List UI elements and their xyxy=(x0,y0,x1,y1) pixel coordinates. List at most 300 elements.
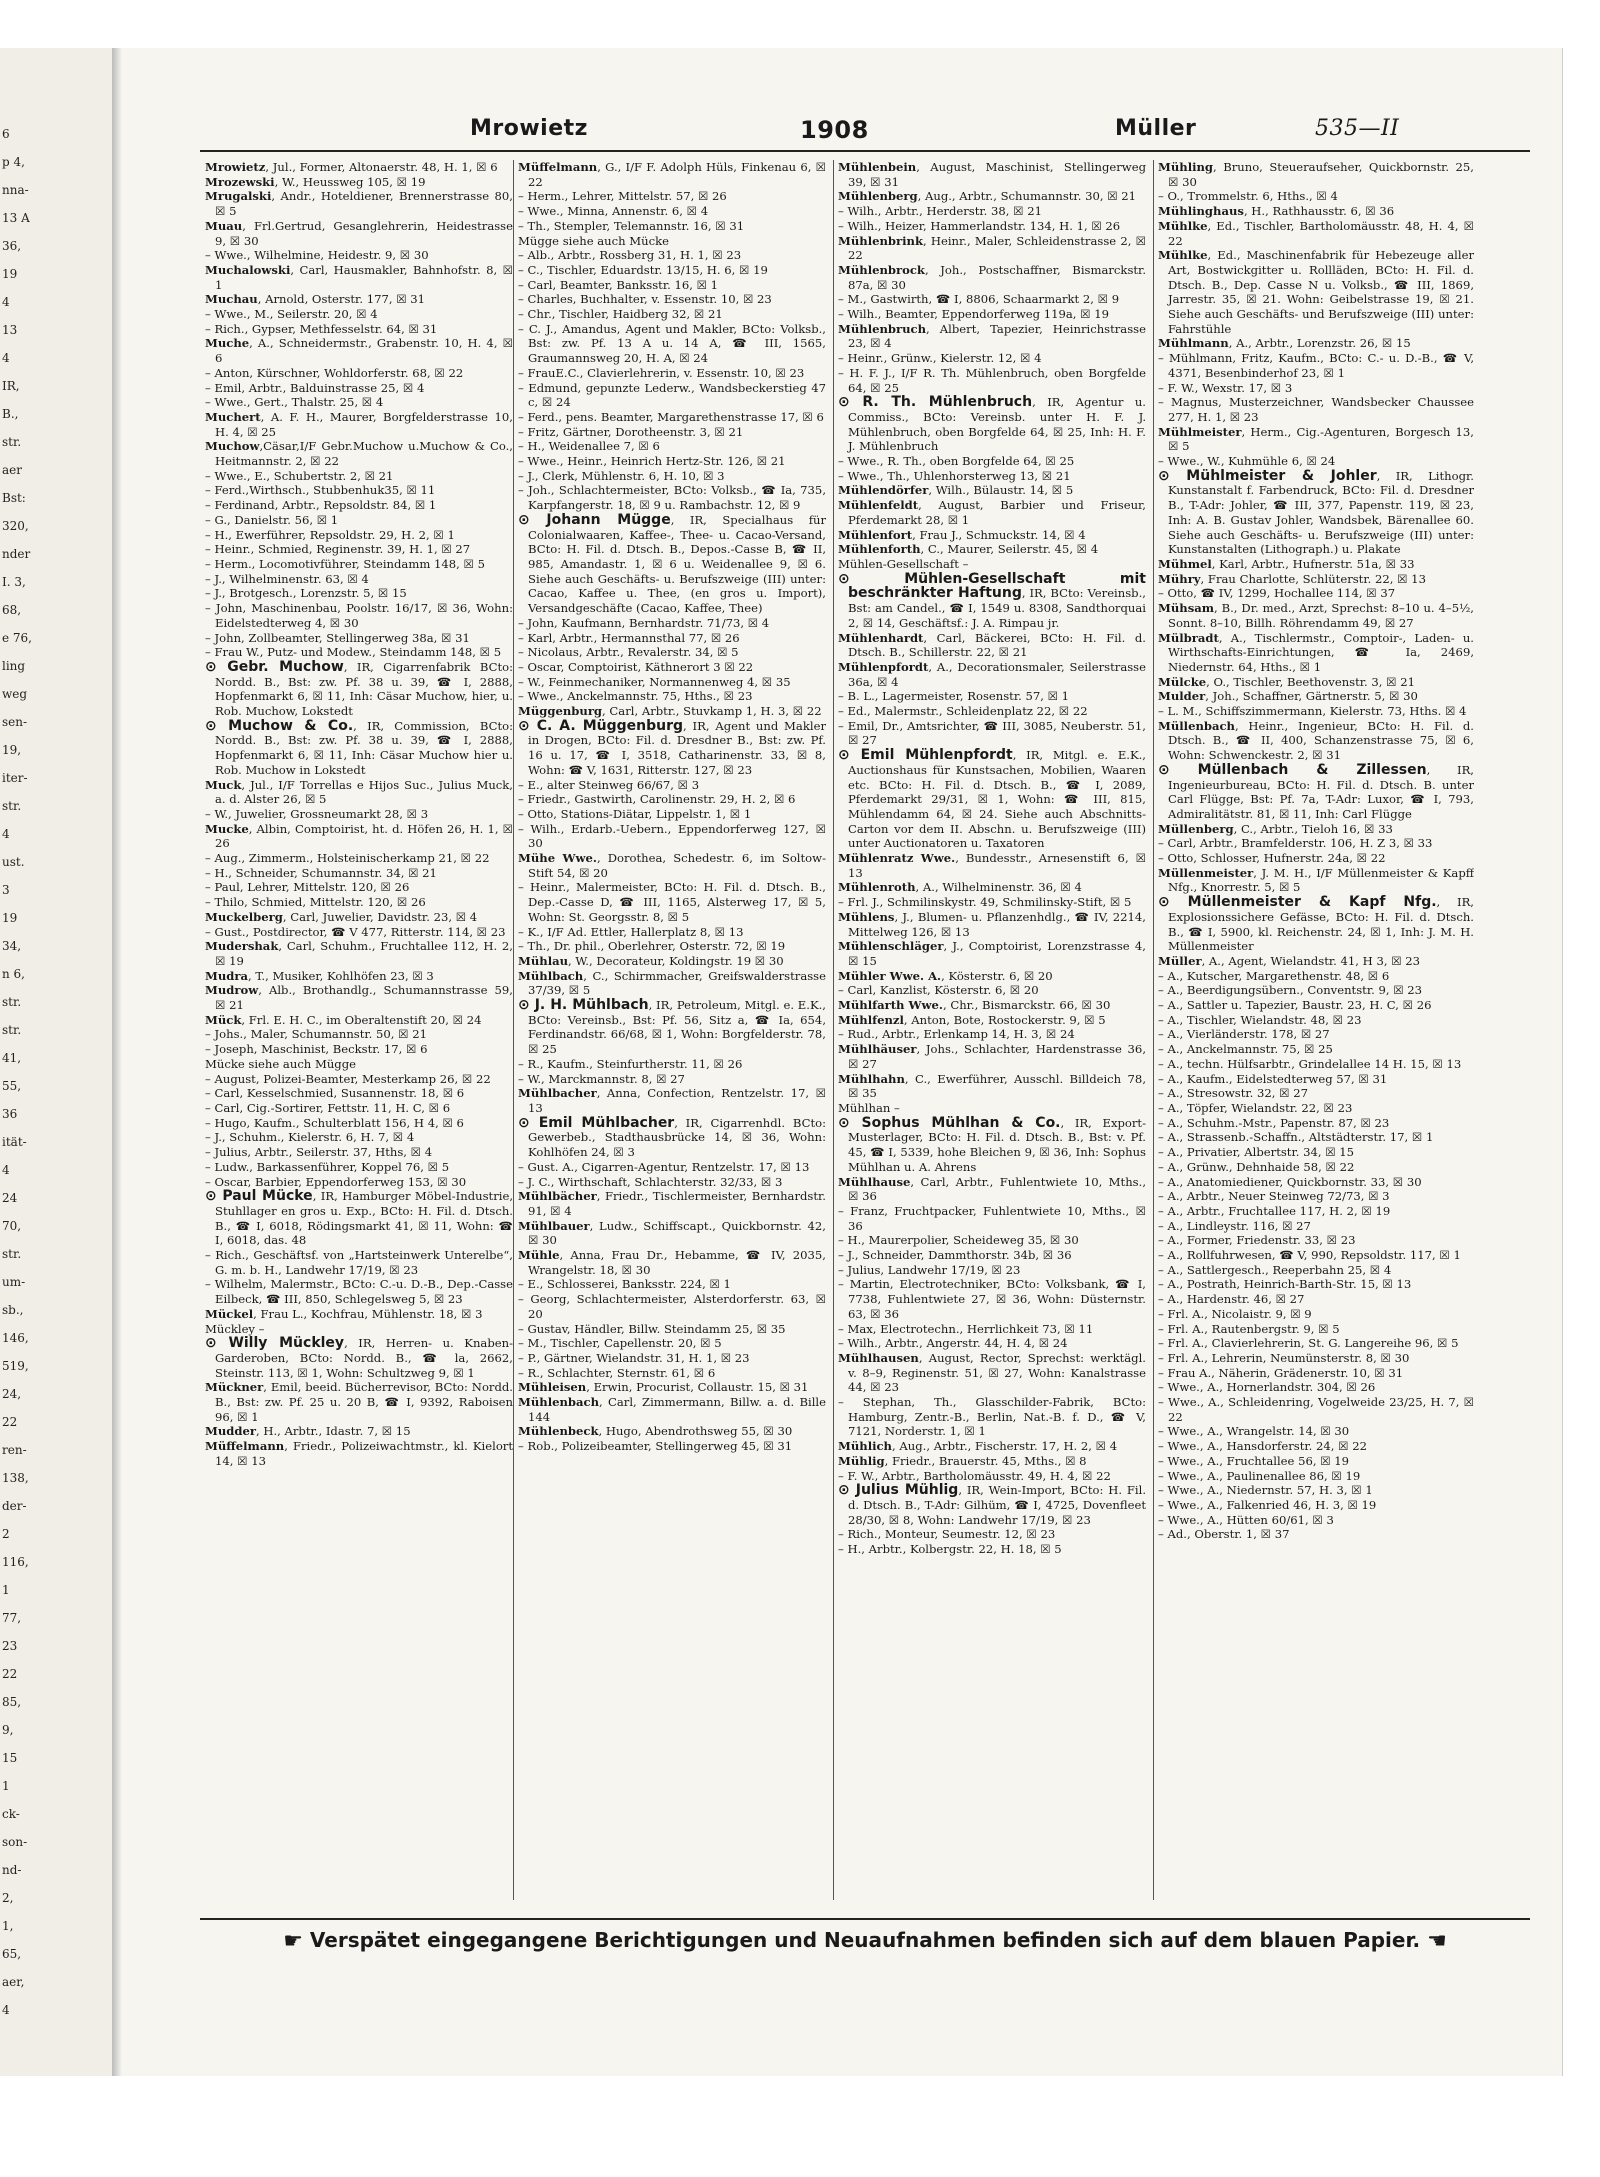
margin-fragment: iter- xyxy=(2,771,28,785)
directory-entry: ⊙ Paul Mücke, IR, Hamburger Möbel-Industrie, Stuhllager en gros u. Exp., BCto: H. Fil. d. Dtsch. B., ☎ I, 6018, Rödingsmarkt 41, ☒ 11, Wohn: ☎ I, 6018, das. 48 xyxy=(205,1188,513,1248)
margin-fragment: 23 xyxy=(2,1639,18,1653)
directory-entry: – Wwe., M., Seilerstr. 20, ☒ 4 xyxy=(205,307,378,322)
directory-entry: – A., Rollfuhrwesen, ☎ V, 990, Repsoldstr. 117, ☒ 1 xyxy=(1158,1248,1461,1263)
margin-fragment: 4 xyxy=(2,295,10,309)
directory-entry: Muchow,Cäsar,I/F Gebr.Muchow u.Muchow & Co., Heitmannstr. 2, ☒ 22 xyxy=(205,439,513,469)
directory-entry: – A., Arbtr., Fruchtallee 117, H. 2, ☒ 19 xyxy=(1158,1203,1391,1218)
book-gutter xyxy=(112,48,122,2076)
directory-entry: – Wwe., A., Fruchtallee 56, ☒ 19 xyxy=(1158,1453,1350,1468)
page-number: 535—II xyxy=(1315,116,1400,141)
directory-entry: Mühlhahn, C., Ewerführer, Ausschl. Billdeich 78, ☒ 35 xyxy=(838,1071,1146,1101)
directory-entry: – A., Former, Friedenstr. 33, ☒ 23 xyxy=(1158,1233,1356,1248)
directory-entry: ⊙ Mühlen-Gesellschaft mit beschränkter Haftung, IR, BCto: Vereinsb., Bst: am Candel., ☎ I, 1549 u. 8308, Sandthorquai 2, ☒ 14, Geschäftsf.: J. A. Rimpau jr. xyxy=(838,570,1146,630)
directory-entry: Mühlke, Ed., Maschinenfabrik für Hebezeuge aller Art, Bostwickgitter u. Rollläden, BCto: H. Fil. d. Dtsch. B., Dep. Casse N u. Volksb., ☎ III, 1869, Jarrestr. 35, ☒ 21. Wohn: Geibelstrasse 19, ☒ 21. Siehe auch Geschäfts- und Berufszweige (III) unter: Fahrstühle xyxy=(1158,248,1474,336)
directory-column-2 xyxy=(518,160,826,1930)
directory-entry: – Carl, Beamter, Banksstr. 16, ☒ 1 xyxy=(518,277,719,292)
directory-entry: Mühlenpfordt, A., Decorationsmaler, Seilerstrasse 36a, ☒ 4 xyxy=(838,659,1146,689)
directory-entry: – Georg, Schlachtermeister, Alsterdorferstr. 63, ☒ 20 xyxy=(518,1292,826,1321)
directory-entry: – Carl, Cig.-Sortirer, Fettstr. 11, H. C, ☒ 6 xyxy=(205,1101,451,1115)
directory-entry: Muche, A., Schneidermstr., Grabenstr. 10, H. 4, ☒ 6 xyxy=(205,336,513,366)
directory-entry: ⊙ Gebr. Muchow, IR, Cigarrenfabrik BCto: Nordd. B., Bst: zw. Pf. 38 u. 39, ☎ I, 2888, Hopfenmarkt 6, ☒ 11, Inh: Cäsar Muchow, hier, u. Rob. Muchow, Lokstedt xyxy=(205,658,513,719)
directory-entry: – L. M., Schiffszimmermann, Kielerstr. 73, Hths. ☒ 4 xyxy=(1158,704,1467,719)
directory-entry: – Joseph, Maschinist, Beckstr. 17, ☒ 6 xyxy=(205,1042,428,1057)
directory-entry: Mühlhäuser, Johs., Schlachter, Hardenstrasse 36, ☒ 27 xyxy=(838,1042,1146,1071)
footer-rule xyxy=(200,1918,1530,1920)
directory-entry: ⊙ Mühlmeister & Johler, IR, Lithogr. Kunstanstalt f. Farbendruck, BCto: Fil. d. Dresdner B., T-Adr: Johler, ☎ III, 377, Papenstr. 119, ☒ 23, Inh: A. B. Gustav Johler, Wandsbek, Bärenallee 60. Siehe auch Geschäfts- u. Berufszweige (III) unter: Kunstanstalten (Lithograph.) u. Plakate xyxy=(1158,467,1474,557)
directory-entry: Mühlenbrink, Heinr., Maler, Schleidenstrasse 2, ☒ 22 xyxy=(838,233,1146,263)
directory-entry: – John, Maschinenbau, Poolstr. 16/17, ☒ 36, Wohn: Eidelstedterweg 4, ☒ 30 xyxy=(205,601,513,630)
directory-entry: – Wwe., Gert., Thalstr. 25, ☒ 4 xyxy=(205,395,384,410)
directory-entry: Mudder, H., Arbtr., Idastr. 7, ☒ 15 xyxy=(205,1424,411,1439)
directory-entry: – John, Zollbeamter, Stellingerweg 38a, ☒ 31 xyxy=(205,630,470,645)
directory-entry: – FrauE.C., Clavierlehrerin, v. Essenstr. 10, ☒ 23 xyxy=(518,365,805,380)
directory-entry: – Ludw., Barkassenführer, Koppel 76, ☒ 5 xyxy=(205,1159,450,1174)
directory-entry: – Wilh., Heizer, Hammerlandstr. 134, H. 1, ☒ 26 xyxy=(838,218,1121,233)
directory-entry: – Carl, Arbtr., Bramfelderstr. 106, H. Z 3, ☒ 33 xyxy=(1158,836,1433,851)
directory-entry: Mühlke, Ed., Tischler, Bartholomäusstr. 48, H. 4, ☒ 22 xyxy=(1158,218,1474,248)
directory-entry: Muchalowski, Carl, Hausmakler, Bahnhofstr. 8, ☒ 1 xyxy=(205,262,513,292)
directory-entry: Mühlenschläger, J., Comptoirist, Lorenzstrasse 4, ☒ 15 xyxy=(838,939,1146,968)
header-year: 1908 xyxy=(800,116,869,144)
directory-entry: – Wwe., A., Hornerlandstr. 304, ☒ 26 xyxy=(1158,1380,1376,1395)
margin-fragment: 70, xyxy=(2,1219,22,1233)
directory-entry: – H., Arbtr., Kolbergstr. 22, H. 18, ☒ 5 xyxy=(838,1542,1062,1557)
directory-entry: Mühlenfeldt, August, Barbier und Friseur, Pferdemarkt 28, ☒ 1 xyxy=(838,498,1146,527)
directory-entry: ⊙ C. A. Müggenburg, IR, Agent und Makler in Drogen, BCto: Fil. d. Dresdner B., Bst: zw. Pf. 16 u. 17, ☎ I, 3518, Catharinenstr. 33, ☒ 8, Wohn: ☎ V, 1631, Ritterstr. 127, ☒ 23 xyxy=(518,717,826,777)
directory-entry: ⊙ Muchow & Co., IR, Commission, BCto: Nordd. B., Bst: zw. Pf. 38 u. 39, ☎ I, 2888, Hopfenmarkt 6, ☒ 11, Inh: Cäsar Muchow hier u. Rob. Muchow in Lokstedt xyxy=(205,717,513,777)
margin-fragment: son- xyxy=(2,1835,28,1849)
margin-fragment: ust. xyxy=(2,855,25,869)
directory-entry: – Paul, Lehrer, Mittelstr. 120, ☒ 26 xyxy=(205,880,410,895)
directory-entry: – Heinr., Malermeister, BCto: H. Fil. d. Dtsch. B., Dep.-Casse D, ☎ III, 1165, Alsterweg 17, ☒ 5, Wohn: St. Georgsstr. 8, ☒ 5 xyxy=(518,880,826,924)
pointing-hand-right-icon: ☛ xyxy=(283,1929,303,1954)
margin-fragment: p 4, xyxy=(2,155,25,169)
directory-entry: – A., Hardenstr. 46, ☒ 27 xyxy=(1158,1292,1305,1307)
directory-entry: Mühlenbein, August, Maschinist, Stellingerweg 39, ☒ 31 xyxy=(838,160,1146,189)
header-last-entry: Müller xyxy=(1115,116,1197,141)
directory-entry: – Franz, Fruchtpacker, Fuhlentwiete 10, Mths., ☒ 36 xyxy=(838,1203,1146,1233)
margin-fragment: str. xyxy=(2,435,22,449)
directory-entry: Mühlenroth, A., Wilhelminenstr. 36, ☒ 4 xyxy=(838,880,1082,895)
margin-fragment: e 76, xyxy=(2,631,32,645)
directory-entry: Mühmel, Karl, Arbtr., Hufnerstr. 51a, ☒ 33 xyxy=(1158,556,1415,571)
directory-entry: – A., Sattler u. Tapezier, Baustr. 23, H. C, ☒ 26 xyxy=(1158,998,1432,1013)
directory-entry: – Wwe., Anckelmannstr. 75, Hths., ☒ 23 xyxy=(518,689,753,704)
directory-entry: ⊙ J. H. Mühlbach, IR, Petroleum, Mitgl. e. E.K., BCto: Vereinsb., Bst: Pf. 56, Sitz a, ☎ Ia, 654, Ferdinandstr. 66/68, ☒ 1, Wohn: Borgfelderstr. 78, ☒ 25 xyxy=(518,997,826,1057)
directory-entry: – F. W., Wexstr. 17, ☒ 3 xyxy=(1158,380,1293,395)
directory-entry: Mudra, T., Musiker, Kohlhöfen 23, ☒ 3 xyxy=(205,968,434,983)
directory-entry: – H., Weidenallee 7, ☒ 6 xyxy=(518,439,660,454)
directory-entry: – Stephan, Th., Glasschilder-Fabrik, BCto: Hamburg, Zentr.-B., Berlin, Nat.-B. f. D., ☎ V, 7121, Norderstr. 1, ☒ 1 xyxy=(838,1395,1146,1439)
directory-entry: – H., Schneider, Schumannstr. 34, ☒ 21 xyxy=(205,865,437,880)
directory-entry: Mülcke, O., Tischler, Beethovenstr. 3, ☒ 21 xyxy=(1158,674,1416,689)
directory-entry: – W., Feinmechaniker, Normannenweg 4, ☒ 35 xyxy=(518,674,791,689)
directory-entry: Mühlmann, A., Arbtr., Lorenzstr. 26, ☒ 15 xyxy=(1158,336,1411,351)
margin-fragment: ck- xyxy=(2,1807,20,1821)
margin-fragment: 320, xyxy=(2,519,29,533)
directory-entry: – W., Marckmannstr. 8, ☒ 27 xyxy=(518,1071,685,1086)
directory-entry: – Gust. A., Cigarren-Agentur, Rentzelstr. 17, ☒ 13 xyxy=(518,1159,810,1174)
margin-fragment: 19, xyxy=(2,743,22,757)
directory-entry: – Max, Electrotechn., Herrlichkeit 73, ☒ 11 xyxy=(838,1321,1094,1336)
directory-entry: Mulder, Joh., Schaffner, Gärtnerstr. 5, ☒ 30 xyxy=(1158,689,1418,704)
directory-entry: – C. J., Amandus, Agent und Makler, BCto: Volksb., Bst: zw. Pf. 13 A u. 14 A, ☎ III, 1565, Graumannsweg 20, H. A, ☒ 24 xyxy=(518,321,826,366)
directory-entry: – Friedr., Gastwirth, Carolinenstr. 29, H. 2, ☒ 6 xyxy=(518,792,796,807)
directory-entry: – Rud., Arbtr., Erlenkamp 14, H. 3, ☒ 24 xyxy=(838,1027,1075,1042)
directory-entry: ⊙ Müllenbach & Zillessen, IR, Ingenieurbureau, BCto: H. Fil. d. Dtsch. B. unter Carl Flügge, Bst: Pf. 7a, T-Adr: Luxor, ☎ I, 793, Admiralitätstr. 81, ☒ 11, Inh: Carl Flügge xyxy=(1158,761,1474,821)
directory-entry: – Wwe., A., Paulinenallee 86, ☒ 19 xyxy=(1158,1468,1361,1483)
directory-entry: – A., Privatier, Albertstr. 34, ☒ 15 xyxy=(1158,1145,1355,1160)
directory-entry: Mühlbach, C., Schirmmacher, Greifswalderstrasse 37/39, ☒ 5 xyxy=(518,968,826,998)
directory-entry: – Ad., Oberstr. 1, ☒ 37 xyxy=(1158,1527,1290,1542)
directory-entry: – Mühlmann, Fritz, Kaufm., BCto: C.- u. D.-B., ☎ V, 4371, Besenbinderhof 23, ☒ 1 xyxy=(1158,351,1474,380)
directory-entry: – Hugo, Kaufm., Schulterblatt 156, H 4, ☒ 6 xyxy=(205,1115,464,1130)
directory-entry: – Wwe., A., Wrangelstr. 14, ☒ 30 xyxy=(1158,1424,1350,1439)
margin-fragment: nna- xyxy=(2,183,29,197)
directory-entry: Müllenberg, C., Arbtr., Tieloh 16, ☒ 33 xyxy=(1158,821,1393,836)
directory-entry: – J., Brotgesch., Lorenzstr. 5, ☒ 15 xyxy=(205,586,407,601)
directory-entry: – Wwe., Minna, Annenstr. 6, ☒ 4 xyxy=(518,204,709,219)
column-divider xyxy=(513,160,514,1900)
directory-entry: Mühlenforth, C., Maurer, Seilerstr. 45, ☒ 4 xyxy=(838,542,1099,557)
directory-entry: – J., Clerk, Mühlenstr. 6, H. 10, ☒ 3 xyxy=(518,468,725,483)
directory-entry: – A., Grünw., Dehnhaide 58, ☒ 22 xyxy=(1158,1159,1355,1174)
directory-entry: Mühlenbruch, Albert, Tapezier, Heinrichstrasse 23, ☒ 4 xyxy=(838,321,1146,351)
directory-entry: – A., Anckelmannstr. 75, ☒ 25 xyxy=(1158,1042,1333,1057)
directory-entry: Mrugalski, Andr., Hoteldiener, Brennerstrasse 80, ☒ 5 xyxy=(205,189,513,219)
directory-entry: – Anton, Kürschner, Wohldorferstr. 68, ☒ 22 xyxy=(205,365,464,380)
directory-entry: Müllenmeister, J. M. H., I/F Müllenmeister & Kapff Nfg., Knorrestr. 5, ☒ 5 xyxy=(1158,865,1474,895)
directory-entry: Mügge siehe auch Mücke xyxy=(518,233,670,248)
directory-entry: – Aug., Zimmerm., Holsteinischerkamp 21, ☒ 22 xyxy=(205,851,490,866)
directory-entry: – Emil, Dr., Amtsrichter, ☎ III, 3085, Neuberstr. 51, ☒ 27 xyxy=(838,718,1146,748)
directory-entry: – R., Kaufm., Steinfurtherstr. 11, ☒ 26 xyxy=(518,1056,743,1071)
directory-entry: – Karl, Arbtr., Hermannsthal 77, ☒ 26 xyxy=(518,630,740,645)
margin-fragment: 19 xyxy=(2,911,18,925)
directory-entry: – Julius, Arbtr., Seilerstr. 37, Hths, ☒ 4 xyxy=(205,1145,433,1160)
directory-entry: – Ferd.,Wirthsch., Stubbenhuk35, ☒ 11 xyxy=(205,483,436,498)
directory-entry: – Ed., Malermstr., Schleidenplatz 22, ☒ 22 xyxy=(838,704,1088,719)
directory-entry: – A., techn. Hülfsarbtr., Grindelallee 14 H. 15, ☒ 13 xyxy=(1158,1056,1462,1071)
directory-entry: – Wwe., E., Schubertstr. 2, ☒ 21 xyxy=(205,468,394,483)
directory-entry: Mühlig, Friedr., Brauerstr. 45, Mths., ☒ 8 xyxy=(838,1453,1087,1468)
directory-entry: Mühlhan – xyxy=(838,1101,900,1115)
directory-entry: – Herm., Lehrer, Mittelstr. 57, ☒ 26 xyxy=(518,189,727,204)
directory-entry: – Frl. A., Clavierlehrerin, St. G. Langereihe 96, ☒ 5 xyxy=(1158,1336,1459,1351)
directory-entry: – Ferdinand, Arbtr., Repsoldstr. 84, ☒ 1 xyxy=(205,498,437,513)
directory-entry: – Carl, Kesselschmied, Susannenstr. 18, ☒ 6 xyxy=(205,1086,465,1101)
directory-entry: – Rich., Monteur, Seumestr. 12, ☒ 23 xyxy=(838,1527,1056,1542)
directory-entry: Mühlbauer, Ludw., Schiffscapt., Quickbornstr. 42, ☒ 30 xyxy=(518,1218,826,1248)
directory-entry: – Frl. J., Schmilinskystr. 49, Schmilinsky-Stift, ☒ 5 xyxy=(838,895,1132,910)
directory-entry: Mühler Wwe. A., Kösterstr. 6, ☒ 20 xyxy=(838,968,1053,983)
directory-column-3 xyxy=(838,160,1146,1930)
directory-entry: – Ferd., pens. Beamter, Margarethenstrasse 17, ☒ 6 xyxy=(518,409,824,424)
margin-fragment: 1 xyxy=(2,1779,10,1793)
margin-fragment: str. xyxy=(2,1247,22,1261)
previous-page-edge xyxy=(0,48,114,2076)
margin-fragment: aer, xyxy=(2,1975,25,1989)
directory-entry: Mühry, Frau Charlotte, Schlüterstr. 22, ☒ 13 xyxy=(1158,571,1426,586)
directory-entry: ⊙ Sophus Mühlhan & Co., IR, Export-Musterlager, BCto: H. Fil. d. Dtsch. B., Bst: v. Pf. 45, ☎ I, 5339, hohe Bleichen 9, ☒ 36, Inh: Sophus Mühlhan u. A. Ahrens xyxy=(838,1114,1146,1174)
directory-entry: – Nicolaus, Arbtr., Revalerstr. 34, ☒ 5 xyxy=(518,645,739,660)
directory-entry: – A., Strassenb.-Schaffn., Altstädterstr. 17, ☒ 1 xyxy=(1158,1130,1434,1145)
directory-entry: ⊙ Julius Mühlig, IR, Wein-Import, BCto: H. Fil. d. Dtsch. B., T-Adr: Gilhüm, ☎ I, 4725, Dovenfleet 28/30, ☒ 8, Wohn: Landwehr 17/19, ☒ 23 xyxy=(838,1482,1146,1527)
directory-entry: – Gustav, Händler, Billw. Steindamm 25, ☒ 35 xyxy=(518,1321,786,1336)
directory-entry: Mückel, Frau L., Kochfrau, Mühlenstr. 18, ☒ 3 xyxy=(205,1306,483,1321)
margin-fragment: sen- xyxy=(2,715,28,729)
footer-text: Verspätet eingegangene Berichtigungen und Neuaufnahmen befinden sich auf dem blauen Papier. xyxy=(309,1928,1421,1952)
directory-entry: Mühlhause, Carl, Arbtr., Fuhlentwiete 10, Mths., ☒ 36 xyxy=(838,1174,1146,1204)
directory-entry: – Frau W., Putz- und Modew., Steindamm 148, ☒ 5 xyxy=(205,645,502,660)
directory-entry: Mrozewski, W., Heussweg 105, ☒ 19 xyxy=(205,174,426,189)
directory-entry: – J., Schneider, Dammthorstr. 34b, ☒ 36 xyxy=(838,1248,1072,1263)
margin-fragment: 4 xyxy=(2,827,10,841)
directory-entry: – A., Stresowstr. 32, ☒ 27 xyxy=(1158,1086,1308,1101)
directory-entry: – Emil, Arbtr., Balduinstrasse 25, ☒ 4 xyxy=(205,380,425,395)
directory-entry: – J., Schuhm., Kielerstr. 6, H. 7, ☒ 4 xyxy=(205,1130,415,1145)
directory-entry: – Wwe., R. Th., oben Borgfelde 64, ☒ 25 xyxy=(838,454,1075,469)
pointing-hand-left-icon: ☚ xyxy=(1427,1929,1447,1954)
directory-entry: – John, Kaufmann, Bernhardstr. 71/73, ☒ 4 xyxy=(518,615,770,630)
directory-entry: – Wilh., Arbtr., Herderstr. 38, ☒ 21 xyxy=(838,204,1042,219)
directory-entry: Mühlen-Gesellschaft – xyxy=(838,556,969,571)
directory-entry: ⊙ R. Th. Mühlenbruch, IR, Agentur u. Commiss., BCto: Vereinsb. unter H. F. J. Mühlenbruch, oben Borgfelde 64, ☒ 25, Inh: H. F. J. Mühlenbruch xyxy=(838,394,1146,454)
directory-entry: Müller, A., Agent, Wielandstr. 41, H 3, ☒ 23 xyxy=(1158,953,1421,968)
directory-entry: Mückner, Emil, beeid. Bücherrevisor, BCto: Nordd. B., Bst: zw. Pf. 25 u. 20 B, ☎ I, 9392, Raboisen 96, ☒ 1 xyxy=(205,1380,513,1424)
directory-entry: Mühle, Anna, Frau Dr., Hebamme, ☎ IV, 2035, Wrangelstr. 18, ☒ 30 xyxy=(518,1248,826,1277)
margin-fragment: 68, xyxy=(2,603,22,617)
directory-entry: Mühsam, B., Dr. med., Arzt, Sprechst: 8–10 u. 4–5½, Sonnt. 8–10, Billh. Röhrendamm 49, ☒ 27 xyxy=(1158,601,1474,630)
directory-entry: Mrowietz, Jul., Former, Altonaerstr. 48, H. 1, ☒ 6 xyxy=(205,160,498,174)
margin-fragment: 146, xyxy=(2,1331,29,1345)
directory-entry: – Heinr., Schmied, Reginenstr. 39, H. 1, ☒ 27 xyxy=(205,542,471,557)
margin-fragment: I. 3, xyxy=(2,575,26,589)
margin-fragment: nder xyxy=(2,547,31,561)
margin-fragment: aer xyxy=(2,463,22,477)
directory-entry: Mühlenberg, Aug., Arbtr., Schumannstr. 30, ☒ 21 xyxy=(838,189,1137,204)
directory-entry: Mühlich, Aug., Arbtr., Fischerstr. 17, H. 2, ☒ 4 xyxy=(838,1439,1118,1454)
margin-fragment: str. xyxy=(2,1023,22,1037)
directory-entry: – A., Lindleystr. 116, ☒ 27 xyxy=(1158,1218,1311,1233)
margin-fragment: 116, xyxy=(2,1555,29,1569)
margin-fragment: str. xyxy=(2,799,22,813)
directory-entry: Mudershak, Carl, Schuhm., Fruchtallee 112, H. 2, ☒ 19 xyxy=(205,939,513,968)
directory-entry: Müffelmann, G., I/F F. Adolph Hüls, Finkenau 6, ☒ 22 xyxy=(518,160,826,189)
header-first-entry: Mrowietz xyxy=(470,116,588,141)
directory-entry: – Wwe., Th., Uhlenhorsterweg 13, ☒ 21 xyxy=(838,468,1071,483)
margin-fragment: 4 xyxy=(2,351,10,365)
directory-entry: – A., Schuhm.-Mstr., Papenstr. 87, ☒ 23 xyxy=(1158,1115,1390,1130)
directory-entry: – Wilh., Arbtr., Angerstr. 44, H. 4, ☒ 24 xyxy=(838,1336,1068,1351)
directory-entry: – Johs., Maler, Schumannstr. 50, ☒ 21 xyxy=(205,1027,427,1042)
directory-entry: – Magnus, Musterzeichner, Wandsbecker Chaussee 277, H. 1, ☒ 23 xyxy=(1158,395,1474,424)
margin-fragment: 85, xyxy=(2,1695,22,1709)
margin-fragment: 3 xyxy=(2,883,10,897)
directory-column-4 xyxy=(1158,160,1474,1930)
directory-entry: – B. L., Lagermeister, Rosenstr. 57, ☒ 1 xyxy=(838,689,1070,704)
directory-entry: – A., Kutscher, Margarethenstr. 48, ☒ 6 xyxy=(1158,968,1390,983)
directory-entry: – Otto, Stations-Diätar, Lippelstr. 1, ☒ 1 xyxy=(518,806,752,821)
directory-entry: – H. F. J., I/F R. Th. Mühlenbruch, oben Borgfelde 64, ☒ 25 xyxy=(838,365,1146,395)
directory-entry: ⊙ Johann Mügge, IR, Specialhaus für Colonialwaaren, Kaffee-, Thee- u. Cacao-Versand, BCto: H. Fil. d. Dtsch. B., Depos.-Casse B, ☎ II, 985, Amandastr. 1, ☒ 6 u. Weidenallee 9, ☒ 6. Siehe auch Geschäfts- u. Berufszweige (III) unter: Cacao, Kaffee u. Thee, (en gros u. Import), Versandgeschäfte (Cacao, Kaffee, Thee) xyxy=(518,511,826,616)
directory-entry: – A., Postrath, Heinrich-Barth-Str. 15, ☒ 13 xyxy=(1158,1277,1412,1292)
directory-entry: Muck, Jul., I/F Torrellas e Hijos Suc., Julius Muck, a. d. Alster 26, ☒ 5 xyxy=(205,777,513,807)
directory-entry: – Gust., Postdirector, ☎ V 477, Ritterstr. 114, ☒ 23 xyxy=(205,924,506,939)
directory-entry: – Joh., Schlachtermeister, BCto: Volksb., ☎ Ia, 735, Karpfangerstr. 18, ☒ 9 u. Rambachstr. 12, ☒ 9 xyxy=(518,483,826,513)
directory-entry: – Chr., Tischler, Haidberg 32, ☒ 21 xyxy=(518,307,723,322)
column-divider xyxy=(1153,160,1154,1900)
running-header xyxy=(200,116,1520,152)
margin-fragment: 34, xyxy=(2,939,22,953)
directory-entry: – W., Juwelier, Grossneumarkt 28, ☒ 3 xyxy=(205,806,429,821)
margin-fragment: 55, xyxy=(2,1079,22,1093)
directory-entry: – A., Kaufm., Eidelstedterweg 57, ☒ 31 xyxy=(1158,1071,1388,1086)
directory-entry: – E., alter Steinweg 66/67, ☒ 3 xyxy=(518,777,700,792)
directory-entry: Muchert, A. F. H., Maurer, Borgfelderstrasse 10, H. 4, ☒ 25 xyxy=(205,409,513,439)
margin-fragment: str. xyxy=(2,995,22,1009)
directory-entry: – Wilh., Beamter, Eppendorferweg 119a, ☒ 19 xyxy=(838,307,1109,322)
margin-fragment: 65, xyxy=(2,1947,22,1961)
directory-entry: – Oscar, Barbier, Eppendorferweg 153, ☒ 30 xyxy=(205,1174,467,1189)
directory-entry: – A., Sattlergesch., Reeperbahn 25, ☒ 4 xyxy=(1158,1262,1392,1277)
directory-entry: Mülbradt, A., Tischlermstr., Comptoir-, Laden- u. Wirthschafts-Einrichtungen, ☎ Ia, 2469, Niedernstr. 64, Hths., ☒ 1 xyxy=(1158,630,1474,674)
margin-fragment: 6 xyxy=(2,127,10,141)
directory-entry: – Wilh., Erdarb.-Uebern., Eppendorferweg 127, ☒ 30 xyxy=(518,821,826,851)
margin-fragment: der- xyxy=(2,1499,27,1513)
directory-entry: – Otto, Schlosser, Hufnerstr. 24a, ☒ 22 xyxy=(1158,851,1386,866)
margin-fragment: IR, xyxy=(2,379,20,393)
directory-entry: Mühlau, W., Decorateur, Koldingstr. 19 ☒ 30 xyxy=(518,953,784,968)
directory-entry: – Otto, ☎ IV, 1299, Hochallee 114, ☒ 37 xyxy=(1158,586,1396,601)
directory-entry: Mühlenbeck, Hugo, Abendrothsweg 55, ☒ 30 xyxy=(518,1424,793,1439)
directory-entry: – Frl. A., Lehrerin, Neumünsterstr. 8, ☒ 30 xyxy=(1158,1350,1410,1365)
directory-entry: Muchau, Arnold, Osterstr. 177, ☒ 31 xyxy=(205,292,426,307)
directory-entry: – Wwe., A., Falkenried 46, H. 3, ☒ 19 xyxy=(1158,1497,1377,1512)
column-divider xyxy=(833,160,834,1900)
directory-entry: ⊙ Emil Mühlenpfordt, IR, Mitgl. e. E.K., Auctionshaus für Kunstsachen, Mobilien, Waaren etc. BCto: H. Fil. d. Dtsch. B., ☎ I, 2089, Pferdemarkt 29/31, ☒ 1, Wohn: ☎ III, 815, Mühlendamm 64, ☒ 24. Siehe auch Abschnitts-Carton vor dem II. Abschn. u. Berufszweige (III) unter Auctionatoren u. Taxatoren xyxy=(838,747,1146,851)
directory-entry: – H., Ewerführer, Repsoldstr. 29, H. 2, ☒ 1 xyxy=(205,527,455,542)
header-rule xyxy=(200,150,1530,152)
directory-entry: – A., Beerdigungsübern., Conventstr. 9, ☒ 23 xyxy=(1158,983,1423,998)
directory-entry: – Frl. A., Rautenbergstr. 9, ☒ 5 xyxy=(1158,1321,1340,1336)
margin-fragment: 24 xyxy=(2,1191,18,1205)
directory-entry: Müffelmann, Friedr., Polizeiwachtmstr., kl. Kielort 14, ☒ 13 xyxy=(205,1439,513,1468)
directory-entry: – H., Maurerpolier, Scheideweg 35, ☒ 30 xyxy=(838,1233,1079,1248)
margin-fragment: 519, xyxy=(2,1359,29,1373)
directory-entry: – Rich., Geschäftsf. von „Hartsteinwerk Unterelbe“, G. m. b. H., Landwehr 17/19, ☒ 23 xyxy=(205,1248,513,1277)
directory-entry: – A., Anatomiediener, Quickbornstr. 33, ☒ 30 xyxy=(1158,1174,1422,1189)
directory-entry: – Charles, Buchhalter, v. Essenstr. 10, ☒ 23 xyxy=(518,292,772,307)
directory-entry: – Frau A., Näherin, Grädenerstr. 10, ☒ 31 xyxy=(1158,1365,1404,1380)
margin-fragment: nd- xyxy=(2,1863,22,1877)
directory-entry: – Wwe., A., Hütten 60/61, ☒ 3 xyxy=(1158,1512,1334,1527)
margin-fragment: 19 xyxy=(2,267,18,281)
margin-fragment: 1, xyxy=(2,1919,14,1933)
directory-entry: Mühlens, J., Blumen- u. Pflanzenhdlg., ☎ IV, 2214, Mittelweg 126, ☒ 13 xyxy=(838,909,1146,939)
directory-entry: – E., Schlosserei, Banksstr. 224, ☒ 1 xyxy=(518,1277,731,1292)
directory-entry: ⊙ Willy Mückley, IR, Herren- u. Knaben-Garderoben, BCto: Nordd. B., ☎ la, 2662, Steinstr. 113, ☒ 1, Wohn: Schultzweg 9, ☒ 1 xyxy=(205,1335,513,1380)
directory-entry: Mühe Wwe., Dorothea, Schedestr. 6, im Soltow-Stift 54, ☒ 20 xyxy=(518,851,826,880)
margin-fragment: ität- xyxy=(2,1135,27,1149)
margin-fragment: 9, xyxy=(2,1723,14,1737)
directory-entry: – A., Töpfer, Wielandstr. 22, ☒ 23 xyxy=(1158,1101,1353,1115)
directory-entry: – Rob., Polizeibeamter, Stellingerweg 45, ☒ 31 xyxy=(518,1439,793,1454)
margin-fragment: Bst: xyxy=(2,491,26,505)
directory-entry: – Wwe., A., Niedernstr. 57, H. 3, ☒ 1 xyxy=(1158,1483,1373,1498)
directory-entry: Mühlenratz Wwe., Bundesstr., Arnesenstift 6, ☒ 13 xyxy=(838,851,1146,880)
directory-entry: Mucke, Albin, Comptoirist, ht. d. Höfen 26, H. 1, ☒ 26 xyxy=(205,821,513,851)
margin-fragment: 4 xyxy=(2,2003,10,2017)
directory-entry: Mühlfarth Wwe., Chr., Bismarckstr. 66, ☒ 30 xyxy=(838,998,1111,1013)
margin-fragment: weg xyxy=(2,687,28,701)
directory-entry: Mühlenbrock, Joh., Postschaffner, Bismarckstr. 87a, ☒ 30 xyxy=(838,262,1146,292)
directory-entry: – Herm., Locomotivführer, Steindamm 148, ☒ 5 xyxy=(205,556,485,571)
margin-fragment: 1 xyxy=(2,1583,10,1597)
margin-fragment: 13 xyxy=(2,323,18,337)
directory-entry: – Rich., Gypser, Methfesselstr. 64, ☒ 31 xyxy=(205,321,438,336)
margin-fragment: 41, xyxy=(2,1051,22,1065)
directory-entry: Mudrow, Alb., Brothandlg., Schumannstrasse 59, ☒ 21 xyxy=(205,983,513,1013)
margin-fragment: sb., xyxy=(2,1303,24,1317)
directory-column-1 xyxy=(205,160,513,1930)
directory-entry: – G., Danielstr. 56, ☒ 1 xyxy=(205,512,339,527)
directory-entry: Muau, Frl.Gertrud, Gesanglehrerin, Heidestrasse 9, ☒ 30 xyxy=(205,218,513,248)
directory-entry: Mühleisen, Erwin, Procurist, Collaustr. 15, ☒ 31 xyxy=(518,1380,809,1395)
directory-entry: – August, Polizei-Beamter, Mesterkamp 26, ☒ 22 xyxy=(205,1071,491,1086)
directory-entry: Muckelberg, Carl, Juwelier, Davidstr. 23, ☒ 4 xyxy=(205,909,478,924)
margin-fragment: 4 xyxy=(2,1163,10,1177)
directory-entry: – Wwe., Wilhelmine, Heidestr. 9, ☒ 30 xyxy=(205,248,429,263)
margin-fragment: 2, xyxy=(2,1891,14,1905)
directory-entry: Mühlenhardt, Carl, Bäckerei, BCto: H. Fil. d. Dtsch. B., Schillerstr. 22, ☒ 21 xyxy=(838,630,1146,660)
directory-entry: – Wilhelm, Malermstr., BCto: C.-u. D.-B., Dep.-Casse Eilbeck, ☎ III, 850, Schlegelsweg 5, ☒ 23 xyxy=(205,1277,513,1307)
directory-entry: – C., Tischler, Eduardstr. 13/15, H. 6, ☒ 19 xyxy=(518,262,768,277)
directory-entry: Mühlfenzl, Anton, Bote, Rostockerstr. 9, ☒ 5 xyxy=(838,1012,1106,1027)
directory-entry: – M., Gastwirth, ☎ I, 8806, Schaarmarkt 2, ☒ 9 xyxy=(838,292,1120,307)
directory-entry: ⊙ Emil Mühlbacher, IR, Cigarrenhdl. BCto: Gewerbeb., Stadthausbrücke 14, ☒ 36, Wohn: Kohlhöfen 24, ☒ 3 xyxy=(518,1114,826,1160)
margin-fragment: 2 xyxy=(2,1527,10,1541)
directory-entry: – Wwe., W., Kuhmühle 6, ☒ 24 xyxy=(1158,454,1336,469)
directory-entry: – Wwe., A., Schleidenring, Vogelweide 23/25, H. 7, ☒ 22 xyxy=(1158,1395,1474,1424)
directory-entry: – Oscar, Comptoirist, Käthnerort 3 ☒ 22 xyxy=(518,659,754,674)
directory-entry: – Wwe., A., Hansdorferstr. 24, ☒ 22 xyxy=(1158,1439,1367,1454)
margin-fragment: n 6, xyxy=(2,967,25,981)
footer-notice xyxy=(240,1928,1490,1958)
margin-fragment: ling xyxy=(2,659,26,673)
directory-entry: – F. W., Arbtr., Bartholomäusstr. 49, H. 4, ☒ 22 xyxy=(838,1468,1111,1483)
directory-entry: ⊙ Müllenmeister & Kapf Nfg., IR, Explosionssichere Gefässe, BCto: H. Fil. d. Dtsch. B., ☎ I, 5900, kl. Reichenstr. 24, ☒ 1, Inh: J. M. H. Müllenmeister xyxy=(1158,894,1474,954)
directory-entry: Mückley – xyxy=(205,1321,265,1336)
directory-entry: Mühlinghaus, H., Rathhausstr. 6, ☒ 36 xyxy=(1158,204,1395,219)
directory-entry: Mücke siehe auch Mügge xyxy=(205,1056,357,1071)
margin-fragment: um- xyxy=(2,1275,26,1289)
margin-fragment: 22 xyxy=(2,1667,18,1681)
margin-fragment: 24, xyxy=(2,1387,22,1401)
directory-entry: Mück, Frl. E. H. C., im Oberaltenstift 20, ☒ 24 xyxy=(205,1012,482,1027)
margin-fragment: 36 xyxy=(2,1107,18,1121)
margin-fragment: 138, xyxy=(2,1471,29,1485)
margin-fragment: 36, xyxy=(2,239,22,253)
margin-fragment: 77, xyxy=(2,1611,22,1625)
margin-fragment: 22 xyxy=(2,1415,18,1429)
directory-entry: – Edmund, gepunzte Lederw., Wandsbeckerstieg 47 c, ☒ 24 xyxy=(518,380,826,410)
directory-entry: Mühlenfort, Frau J., Schmuckstr. 14, ☒ 4 xyxy=(838,527,1086,542)
directory-entry: – Thilo, Schmied, Mittelstr. 120, ☒ 26 xyxy=(205,895,426,910)
directory-entry: Müllenbach, Heinr., Ingenieur, BCto: H. Fil. d. Dtsch. B., ☎ II, 400, Schanzenstrasse 75, ☒ 6, Wohn: Schwenckestr. 2, ☒ 31 xyxy=(1158,718,1474,763)
directory-entry: – Julius, Landwehr 17/19, ☒ 23 xyxy=(838,1262,1021,1277)
directory-entry: – Wwe., Heinr., Heinrich Hertz-Str. 126, ☒ 21 xyxy=(518,454,786,469)
